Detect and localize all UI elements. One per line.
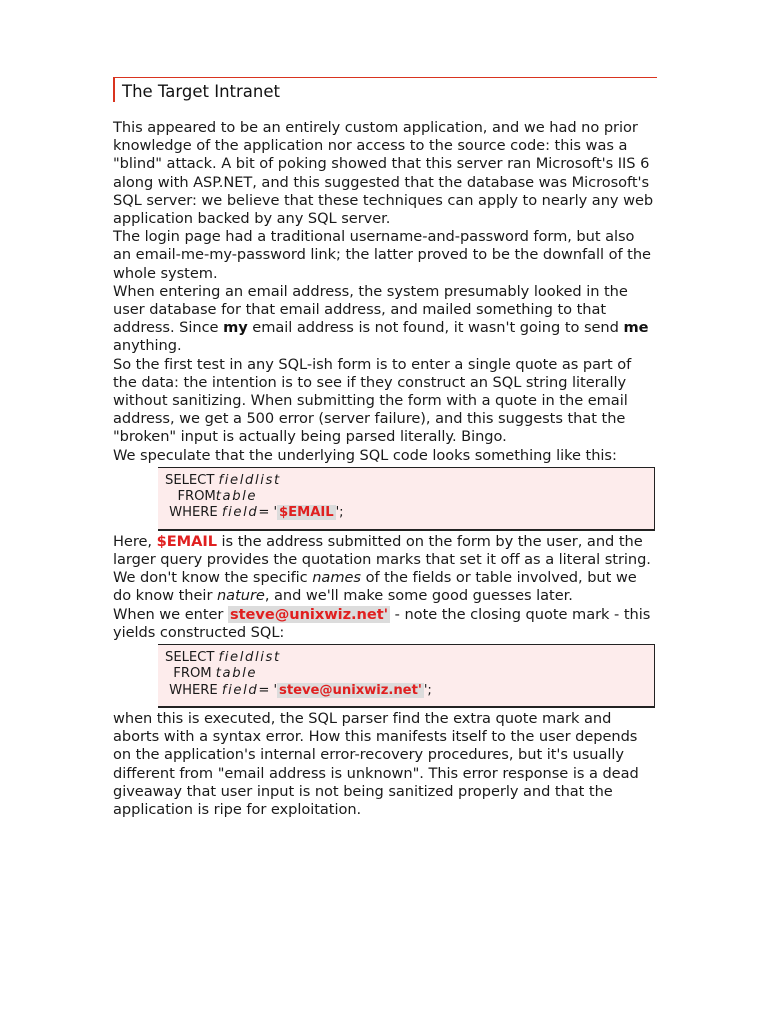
quoted-input-highlight: steve@unixwiz.net' <box>229 605 389 623</box>
section-heading <box>113 77 657 102</box>
code-line-select: SELECT fieldlist <box>165 472 281 488</box>
sql-code-block-2 <box>158 644 655 708</box>
paragraph-speculate: We speculate that the underlying SQL code looks something like this: <box>113 446 617 464</box>
paragraph-login-page: The login page had a traditional username-and-password form, but also an email-me-my-password link; the latter proved to be the downfall of the whole system. <box>113 228 651 282</box>
sql-code-block-1 <box>158 467 655 531</box>
section-heading-text: The Target Intranet <box>122 82 280 101</box>
emphasis-my: my <box>223 319 248 337</box>
document-page <box>113 77 657 819</box>
code-line-where: WHERE field= ' steve@unixwiz.net' '; <box>169 682 432 698</box>
code-line-where: WHERE field= ' $EMAIL '; <box>169 505 344 521</box>
paragraph-enter-quote: When we enter steve@unixwiz.net' - note the closing quote mark - this yields constructed SQL: <box>113 605 651 641</box>
email-placeholder-highlight: $EMAIL <box>279 505 334 521</box>
paragraph-intro: This appeared to be an entirely custom application, and we had no prior knowledge of the application nor access to the source code: this was a "blind" attack. A bit of poking showed that this server ran Microsoft's IIS 6 along with ASP.NET, and this suggested that the database was Microsoft's SQL server: we believe that these techniques can apply to nearly any web application backed by any SQL server. <box>113 119 654 228</box>
code-line-select: SELECT fieldlist <box>165 650 281 666</box>
email-variable: $EMAIL <box>156 532 217 550</box>
code-line-from: FROMtable <box>177 489 258 505</box>
paragraph-first-test: So the first test in any SQL-ish form is to enter a single quote as part of the data: the intention is to see if they construct an SQL string literally without sanitizing. When submitting the form with a quote in the email address, we get a 500 error (server failure), and this suggests that the "broken" input is actually being parsed literally. Bingo. <box>113 355 632 446</box>
paragraph-email-explained: Here, $EMAIL is the address submitted on the form by the user, and the larger query provides the quotation marks that set it off as a literal string. We don't know the specific names of the fields or table involved, but we do know their nature, and we'll make some good guesses later. <box>113 532 651 605</box>
paragraph-email-lookup: When entering an email address, the system presumably looked in the user database for that email address, and mailed something to that address. Since my email address is not found, it wasn't going to send me anything. <box>113 282 649 355</box>
paragraph-syntax-error: when this is executed, the SQL parser find the extra quote mark and aborts with a syntax error. How this manifests itself to the user depends on the application's internal error-recovery procedures, but it's usually different from "email address is unknown". This error response is a dead giveaway that user input is not being sanitized properly and that the application is ripe for exploitation. <box>113 710 639 819</box>
code-line-from: FROM table <box>173 666 258 682</box>
injected-email-highlight: steve@unixwiz.net' <box>279 682 422 698</box>
body-text <box>113 119 657 819</box>
emphasis-me: me <box>623 319 649 337</box>
